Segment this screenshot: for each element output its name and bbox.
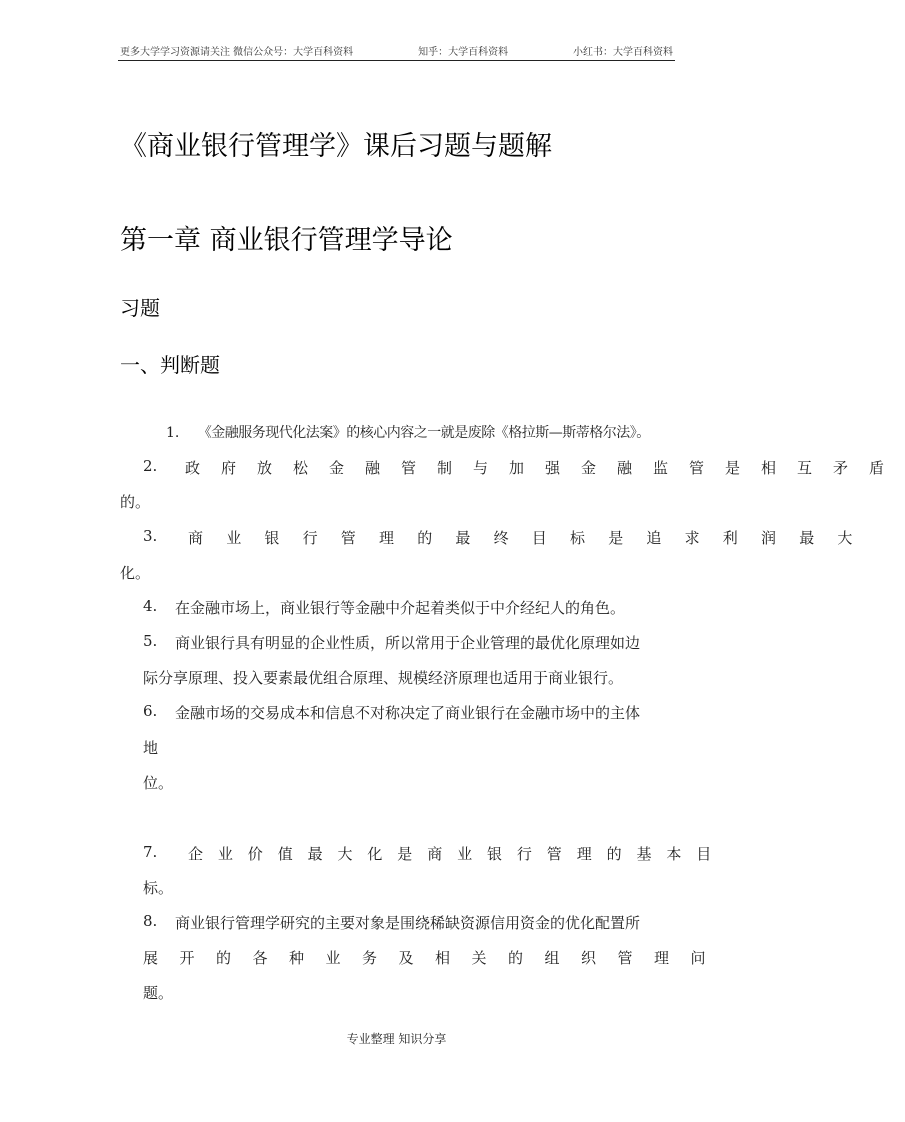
header-divider xyxy=(118,60,675,61)
question-6-line-1: 金融市场的交易成本和信息不对称决定了商业银行在金融市场中的主体 xyxy=(175,704,641,722)
question-3-line-2: 化。 xyxy=(120,564,151,582)
question-1 xyxy=(166,422,650,442)
question-number-8: 8. xyxy=(143,912,158,930)
question-3-line-1: 商业银行管理的最终目标是追求利润最大 xyxy=(188,529,876,547)
header-xiaohongshu: 小红书：大学百科资料 xyxy=(573,47,673,58)
question-2-line-2: 的。 xyxy=(120,493,151,511)
question-5-line-2: 际分享原理、投入要素最优组合原理、规模经济原理也适用于商业银行。 xyxy=(143,669,624,687)
question-2-line-1 xyxy=(185,457,905,478)
question-number-4: 4. xyxy=(143,597,158,615)
question-6-line-2: 地 xyxy=(143,739,159,757)
question-number-6: 6. xyxy=(143,702,158,720)
question-8-line-3: 题。 xyxy=(143,984,174,1002)
question-7-line-1: 企业价值最大化是商业银行管理的基本目 xyxy=(188,845,727,863)
question-8-line-1: 商业银行管理学研究的主要对象是围绕稀缺资源信用资金的优化配置所 xyxy=(175,914,641,932)
question-text: 政府放松金融管制与加强金融监管是相互矛盾 xyxy=(185,459,905,477)
question-text: 《金融服务现代化法案》的核心内容之一就是废除《格拉斯—斯蒂格尔法》。 xyxy=(197,425,650,441)
question-7-line-2: 标。 xyxy=(143,879,174,897)
question-8-line-2: 展开的各种业务及相关的组织管理问 xyxy=(143,949,728,967)
question-number: 1. xyxy=(166,425,180,441)
question-4-text: 在金融市场上，商业银行等金融中介起着类似于中介经纪人的角色。 xyxy=(175,599,626,617)
header-zhihu: 知乎：大学百科资料 xyxy=(418,47,509,58)
question-number-3: 3. xyxy=(143,527,158,545)
section-title: 习题 xyxy=(120,296,160,320)
subsection-title: 一、判断题 xyxy=(120,353,220,377)
question-number-2: 2. xyxy=(143,457,158,475)
document-title: 《商业银行管理学》课后习题与题解 xyxy=(120,131,552,162)
header-wechat: 更多大学学习资源请关注 微信公众号：大学百科资料 xyxy=(120,47,354,58)
question-number-7: 7. xyxy=(143,843,158,861)
question-6-line-3: 位。 xyxy=(143,774,174,792)
question-number-5: 5. xyxy=(143,632,158,650)
chapter-title: 第一章 商业银行管理学导论 xyxy=(120,225,453,256)
page-footer: 专业整理 知识分享 xyxy=(346,1032,447,1046)
page-header xyxy=(120,43,673,58)
question-5-line-1: 商业银行具有明显的企业性质，所以常用于企业管理的最优化原理如边 xyxy=(175,634,641,652)
